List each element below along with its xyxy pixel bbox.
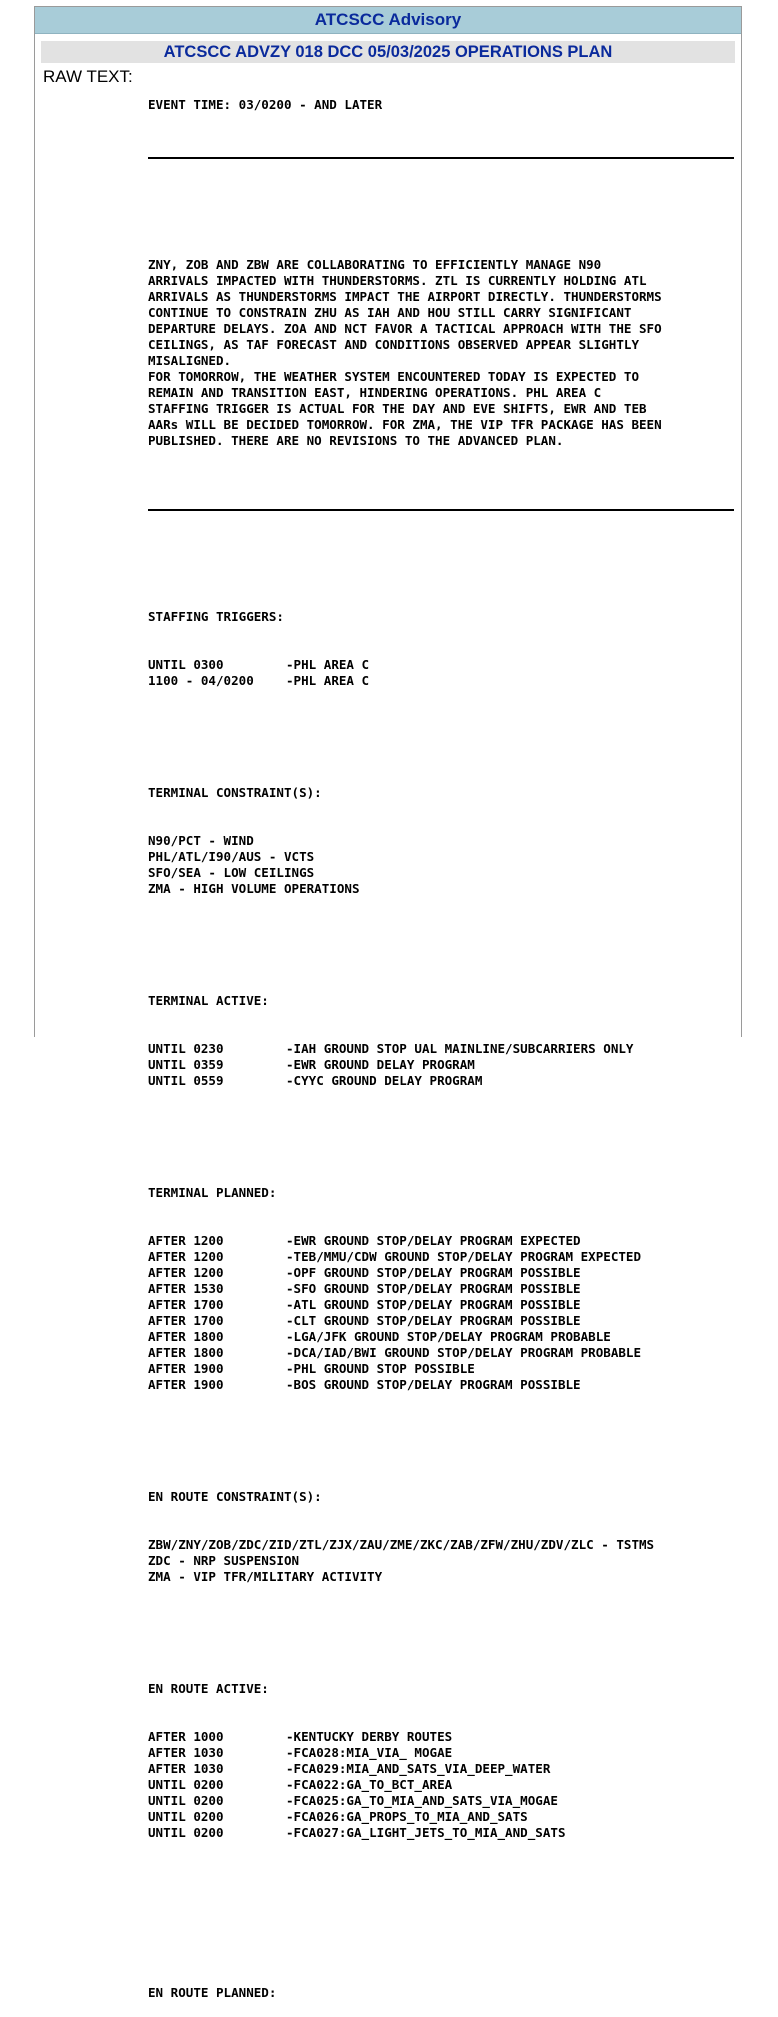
row-text: -OPF GROUND STOP/DELAY PROGRAM POSSIBLE — [286, 1265, 581, 1280]
row-time: UNTIL 0200 — [148, 1777, 224, 1792]
row-text: -FCA026:GA_PROPS_TO_MIA_AND_SATS — [286, 1809, 528, 1824]
divider — [148, 497, 738, 513]
text-line: ZMA - HIGH VOLUME OPERATIONS — [148, 881, 360, 896]
row-text: -EWR GROUND DELAY PROGRAM — [286, 1057, 475, 1072]
schedule-row — [148, 1761, 738, 1777]
schedule-row — [148, 1793, 738, 1809]
schedule-row — [148, 1729, 738, 1745]
row-time: UNTIL 0359 — [148, 1057, 224, 1072]
text-line: ZDC - NRP SUSPENSION — [148, 1553, 300, 1568]
divider — [148, 145, 738, 161]
row-text: -EWR GROUND STOP/DELAY PROGRAM EXPECTED — [286, 1233, 581, 1248]
schedule-row — [148, 1233, 738, 1249]
row-time: AFTER 1700 — [148, 1313, 224, 1328]
row-text: -ATL GROUND STOP/DELAY PROGRAM POSSIBLE — [286, 1297, 581, 1312]
schedule-row — [148, 1825, 738, 1841]
schedule-row — [148, 1377, 738, 1393]
text-line: ZNY, ZOB AND ZBW ARE COLLABORATING TO EFFICIENTLY MANAGE N90 — [148, 257, 602, 272]
raw-text-label: RAW TEXT: — [43, 67, 133, 86]
row-text: -FCA025:GA_TO_MIA_AND_SATS_VIA_MOGAE — [286, 1793, 558, 1808]
row-text: -FCA022:GA_TO_BCT_AREA — [286, 1777, 453, 1792]
row-text: -TEB/MMU/CDW GROUND STOP/DELAY PROGRAM EXPECTED — [286, 1249, 642, 1264]
row-text: -PHL AREA C — [286, 657, 370, 672]
schedule-row — [148, 1057, 738, 1073]
row-time: UNTIL 0230 — [148, 1041, 224, 1056]
text-line: SFO/SEA - LOW CEILINGS — [148, 865, 315, 880]
row-time: AFTER 1530 — [148, 1281, 224, 1296]
schedule-row — [148, 1281, 738, 1297]
row-time: UNTIL 0559 — [148, 1073, 224, 1088]
advisory-banner: ATCSCC Advisory — [35, 7, 741, 34]
text-line: N90/PCT - WIND — [148, 833, 254, 848]
enroute-constraints-heading: EN ROUTE CONSTRAINT(S): — [148, 1489, 322, 1504]
text-line: PUBLISHED. THERE ARE NO REVISIONS TO THE ADVANCED PLAN. — [148, 433, 564, 448]
row-text: -FCA029:MIA_AND_SATS_VIA_DEEP_WATER — [286, 1761, 551, 1776]
row-text: -SFO GROUND STOP/DELAY PROGRAM POSSIBLE — [286, 1281, 581, 1296]
text-line: ARRIVALS AS THUNDERSTORMS IMPACT THE AIRPORT DIRECTLY. THUNDERSTORMS — [148, 289, 662, 304]
row-time: UNTIL 0200 — [148, 1809, 224, 1824]
schedule-row — [148, 1073, 738, 1089]
row-text: -FCA027:GA_LIGHT_JETS_TO_MIA_AND_SATS — [286, 1825, 566, 1840]
text-line: ARRIVALS IMPACTED WITH THUNDERSTORMS. ZTL IS CURRENTLY HOLDING ATL — [148, 273, 647, 288]
row-text: -PHL GROUND STOP POSSIBLE — [286, 1361, 475, 1376]
row-time: UNTIL 0200 — [148, 1793, 224, 1808]
advisory-title: ATCSCC ADVZY 018 DCC 05/03/2025 OPERATIONS PLAN — [41, 41, 735, 63]
narrative — [148, 257, 738, 449]
schedule-row — [148, 657, 738, 673]
row-time: 1100 - 04/0200 — [148, 673, 254, 688]
text-line: FOR TOMORROW, THE WEATHER SYSTEM ENCOUNTERED TODAY IS EXPECTED TO — [148, 369, 640, 384]
text-line: REMAIN AND TRANSITION EAST, HINDERING OPERATIONS. PHL AREA C — [148, 385, 602, 400]
event-time: EVENT TIME: 03/0200 - AND LATER — [148, 97, 383, 112]
row-text: -DCA/IAD/BWI GROUND STOP/DELAY PROGRAM PROBABLE — [286, 1345, 642, 1360]
row-time: AFTER 1800 — [148, 1345, 224, 1360]
row-time: AFTER 1200 — [148, 1265, 224, 1280]
schedule-row — [148, 1313, 738, 1329]
row-time: AFTER 1800 — [148, 1329, 224, 1344]
row-time: AFTER 1030 — [148, 1745, 224, 1760]
row-time: AFTER 1200 — [148, 1233, 224, 1248]
text-line: CONTINUE TO CONSTRAIN ZHU AS IAH AND HOU STILL CARRY SIGNIFICANT — [148, 305, 632, 320]
schedule-row — [148, 1809, 738, 1825]
row-time: AFTER 1700 — [148, 1297, 224, 1312]
text-line: ZBW/ZNY/ZOB/ZDC/ZID/ZTL/ZJX/ZAU/ZME/ZKC/ZAB/ZFW/ZHU/ZDV/ZLC - TSTMS — [148, 1537, 655, 1552]
text-line: ZMA - VIP TFR/MILITARY ACTIVITY — [148, 1569, 383, 1584]
text-line: CEILINGS, AS TAF FORECAST AND CONDITIONS OBSERVED APPEAR SLIGHTLY — [148, 337, 640, 352]
terminal-planned-list — [148, 1233, 738, 1393]
schedule-row — [148, 1361, 738, 1377]
enroute-active-list — [148, 1729, 738, 1841]
row-time: UNTIL 0200 — [148, 1825, 224, 1840]
row-text: -BOS GROUND STOP/DELAY PROGRAM POSSIBLE — [286, 1377, 581, 1392]
schedule-row — [148, 673, 738, 689]
schedule-row — [148, 1745, 738, 1761]
row-text: -KENTUCKY DERBY ROUTES — [286, 1729, 453, 1744]
row-text: -CLT GROUND STOP/DELAY PROGRAM POSSIBLE — [286, 1313, 581, 1328]
row-text: -CYYC GROUND DELAY PROGRAM — [286, 1073, 483, 1088]
terminal-constraints-heading: TERMINAL CONSTRAINT(S): — [148, 785, 322, 800]
row-time: AFTER 1000 — [148, 1729, 224, 1744]
schedule-row — [148, 1265, 738, 1281]
row-text: -FCA028:MIA_VIA_ MOGAE — [286, 1745, 453, 1760]
terminal-planned-heading: TERMINAL PLANNED: — [148, 1185, 277, 1200]
row-time: AFTER 1200 — [148, 1249, 224, 1264]
staffing-heading: STAFFING TRIGGERS: — [148, 609, 284, 624]
terminal-constraints-list — [148, 833, 738, 897]
advisory-body — [148, 65, 738, 2017]
staffing-list — [148, 657, 738, 689]
schedule-row — [148, 1041, 738, 1057]
text-line: DEPARTURE DELAYS. ZOA AND NCT FAVOR A TACTICAL APPROACH WITH THE SFO — [148, 321, 662, 336]
row-time: UNTIL 0300 — [148, 657, 224, 672]
row-time: AFTER 1900 — [148, 1377, 224, 1392]
schedule-row — [148, 1249, 738, 1265]
enroute-active-heading: EN ROUTE ACTIVE: — [148, 1681, 269, 1696]
terminal-active-heading: TERMINAL ACTIVE: — [148, 993, 269, 1008]
enroute-planned-heading: EN ROUTE PLANNED: — [148, 1985, 277, 2000]
text-line: PHL/ATL/I90/AUS - VCTS — [148, 849, 315, 864]
text-line: AARs WILL BE DECIDED TOMORROW. FOR ZMA, THE VIP TFR PACKAGE HAS BEEN — [148, 417, 662, 432]
enroute-constraints-list — [148, 1537, 738, 1585]
schedule-row — [148, 1329, 738, 1345]
schedule-row — [148, 1297, 738, 1313]
text-line: STAFFING TRIGGER IS ACTUAL FOR THE DAY AND EVE SHIFTS, EWR AND TEB — [148, 401, 647, 416]
schedule-row — [148, 1777, 738, 1793]
row-text: -LGA/JFK GROUND STOP/DELAY PROGRAM PROBABLE — [286, 1329, 611, 1344]
row-time: AFTER 1900 — [148, 1361, 224, 1376]
text-line: MISALIGNED. — [148, 353, 232, 368]
terminal-active-list — [148, 1041, 738, 1089]
schedule-row — [148, 1345, 738, 1361]
row-time: AFTER 1030 — [148, 1761, 224, 1776]
row-text: -IAH GROUND STOP UAL MAINLINE/SUBCARRIERS ONLY — [286, 1041, 634, 1056]
row-text: -PHL AREA C — [286, 673, 370, 688]
